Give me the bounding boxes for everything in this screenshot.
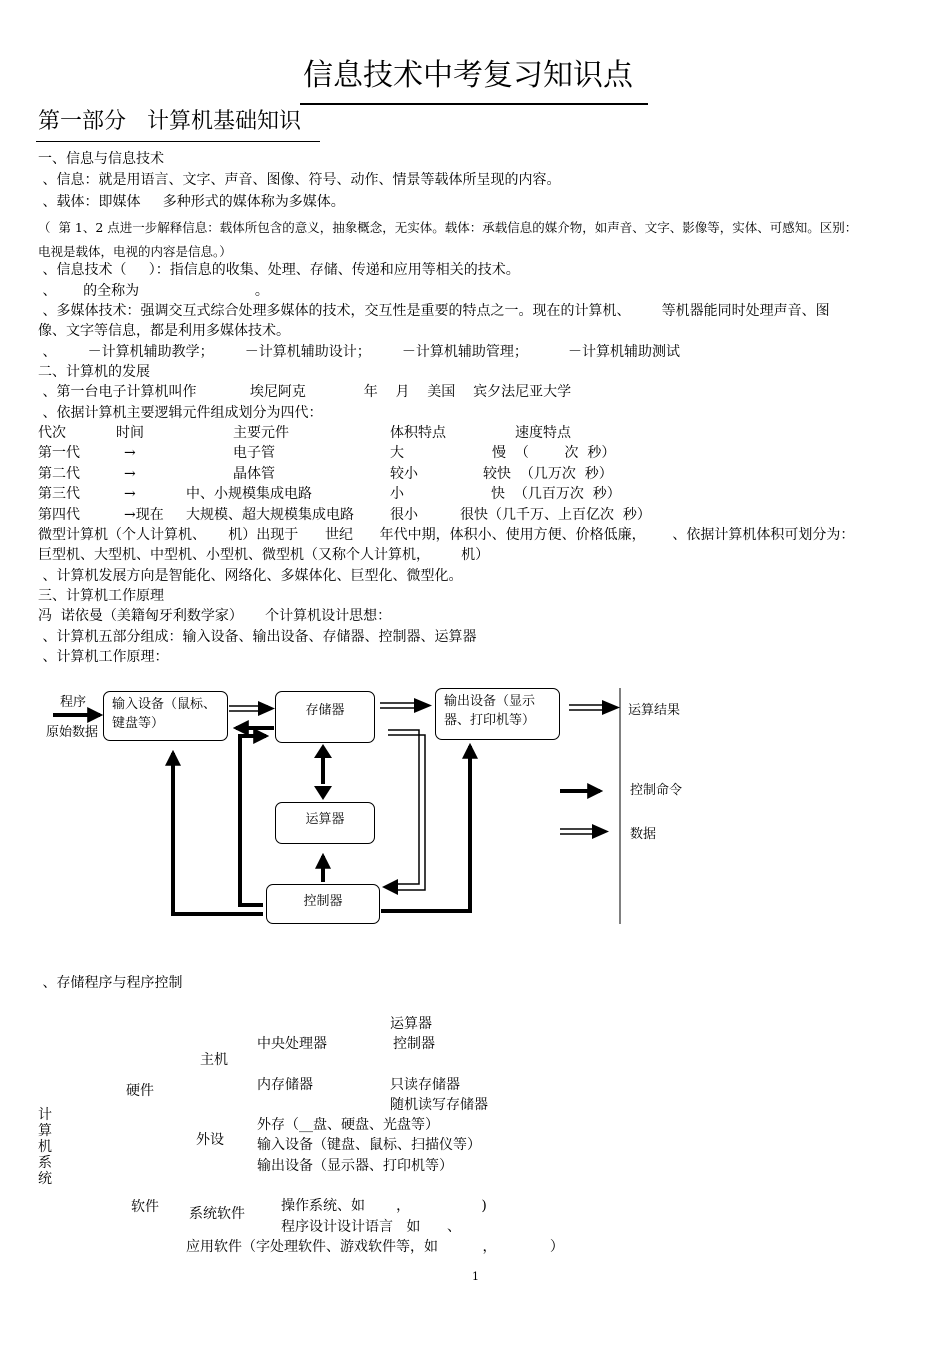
table-row-gen2-name: 第二代 xyxy=(38,466,80,482)
table-row-gen4-size: 很小 xyxy=(390,507,418,523)
tree-root-4: 系 xyxy=(38,1155,52,1171)
table-row-gen1-time: → xyxy=(124,445,136,461)
sec3-line-1: 冯 诺依曼（美籍匈牙利数学家） 个计算机设计思想： xyxy=(38,608,392,624)
tree-cpu: 中央处理器 xyxy=(257,1036,327,1052)
sec3-line-3: 、计算机工作原理： xyxy=(38,649,169,665)
diagram-alu: 运算器 xyxy=(275,802,375,844)
tree-root-5: 统 xyxy=(38,1171,52,1187)
table-row-gen3-speed: 快 （几百万次 秒） xyxy=(491,486,621,502)
diagram-memory: 存储器 xyxy=(275,691,375,743)
diagram-label-result: 运算结果 xyxy=(628,703,681,718)
tree-os: 操作系统、如 ， ) xyxy=(281,1198,487,1214)
arrow-memory-alu-up xyxy=(314,744,332,758)
legend-label-data: 数据 xyxy=(630,827,657,842)
table-row-gen3-size: 小 xyxy=(390,486,404,502)
diagram-label-program: 程序 xyxy=(60,695,87,710)
table-row-gen4-time: →现在 xyxy=(124,507,164,523)
table-row-gen2-component: 晶体管 xyxy=(233,466,275,482)
page-number: 1 xyxy=(472,1270,479,1283)
tree-host: 主机 xyxy=(200,1052,228,1068)
table-row-gen1-component: 电子管 xyxy=(233,445,275,461)
tree-root-1: 计 xyxy=(38,1107,52,1123)
table-row-gen4-speed: 很快（几千万、上百亿次 秒） xyxy=(460,507,651,523)
sec1-line-4: 、 的全称为 。 xyxy=(38,283,269,299)
tree-peripheral: 外设 xyxy=(196,1132,224,1148)
tree-internal-mem: 内存储器 xyxy=(257,1077,313,1093)
sec2-heading: 二、计算机的发展 xyxy=(38,364,150,380)
table-row-gen2-size: 较小 xyxy=(390,466,418,482)
arrow-controller-memory xyxy=(240,736,266,905)
table-row-gen1-speed: 慢 （ 次 秒） xyxy=(492,445,616,461)
tree-sys-software: 系统软件 xyxy=(189,1206,245,1222)
tree-ext-storage: 外存（__盘、硬盘、光盘等） xyxy=(257,1117,439,1133)
sec1-line-2: 、载体：即媒体 多种形式的媒体称为多媒体。 xyxy=(38,194,345,210)
sec2-line-2: 、依据计算机主要逻辑元件组成划分为四代： xyxy=(38,405,323,421)
table-header-size: 体积特点 xyxy=(390,425,446,441)
sec4-heading: 、存储程序与程序控制 xyxy=(38,975,183,991)
tree-hardware: 硬件 xyxy=(126,1083,154,1099)
table-row-gen3-component: 中、小规模集成电路 xyxy=(186,486,312,502)
legend-data-arrow-head xyxy=(592,824,609,839)
diagram-controller: 控制器 xyxy=(266,884,380,924)
table-row-gen1-name: 第一代 xyxy=(38,445,80,461)
sec2-line-4: 巨型机、大型机、中型机、小型机、微型机（又称个人计算机， 机） xyxy=(38,547,490,563)
arrow-input-memory-head xyxy=(258,701,275,716)
sec3-heading: 三、计算机工作原理 xyxy=(38,588,164,604)
sec3-line-2: 、计算机五部分组成：输入设备、输出设备、存储器、控制器、运算器 xyxy=(38,629,477,645)
table-row-gen4-component: 大规模、超大规模集成电路 xyxy=(186,507,354,523)
sec2-line-3: 微型计算机（个人计算机、 机）出现于 世纪 年代中期，体积小、使用方便、价格低廉， 、依据计算机体积可划分为： xyxy=(38,527,855,543)
diagram-label-raw-data: 原始数据 xyxy=(46,725,99,740)
tree-rom: 只读存储器 xyxy=(390,1077,460,1093)
table-header-speed: 速度特点 xyxy=(515,425,571,441)
table-row-gen2-speed: 较快 （几万次 秒） xyxy=(483,466,613,482)
table-header-gen: 代次 xyxy=(38,425,66,441)
tree-root-2: 算 xyxy=(38,1123,52,1139)
legend-label-control: 控制命令 xyxy=(630,783,683,798)
table-row-gen1-size: 大 xyxy=(390,445,404,461)
sec1-line-3: 、信息技术（ ）：指信息的收集、处理、存储、传递和应用等相关的技术。 xyxy=(38,262,520,278)
arrow-memory-controller-a xyxy=(388,730,419,884)
tree-ram: 随机读写存储器 xyxy=(390,1097,488,1113)
tree-app-software: 应用软件（字处理软件、游戏软件等，如 ， ） xyxy=(186,1239,564,1255)
tree-prog-lang: 程序设计设计语言 如 、 xyxy=(281,1219,462,1235)
tree-alu: 运算器 xyxy=(390,1016,432,1032)
sec1-line-7: 、 －计算机辅助教学； －计算机辅助设计； －计算机辅助管理； －计算机辅助测试 xyxy=(38,344,680,360)
table-header-time: 时间 xyxy=(116,425,144,441)
sec1-note-a: （ 第 1、2 点进一步解释信息：载体所包含的意义，抽象概念，无实体。载体：承载信息的媒介物，如声音、文字、影像等，实体、可感知。区别： xyxy=(38,220,858,235)
arrow-memory-alu-down xyxy=(314,786,332,800)
table-row-gen4-name: 第四代 xyxy=(38,507,80,523)
part-heading: 第一部分 计算机基础知识 xyxy=(38,109,301,134)
sec1-line-6: 像、文字等信息，都是利用多媒体技术。 xyxy=(38,323,290,339)
arrow-controller-input xyxy=(173,753,263,914)
sec1-heading: 一、信息与信息技术 xyxy=(38,151,164,167)
tree-input-dev: 输入设备（键盘、鼠标、扫描仪等） xyxy=(257,1137,481,1153)
tree-output-dev: 输出设备（显示器、打印机等） xyxy=(257,1158,453,1174)
table-row-gen2-time: → xyxy=(124,466,136,482)
diagram-input-device: 输入设备（鼠标、 键盘等） xyxy=(103,691,228,741)
table-header-component: 主要元件 xyxy=(233,425,289,441)
doc-title: 信息技术中考复习知识点 xyxy=(303,58,633,93)
sec1-line-1: 、信息：就是用语言、文字、声音、图像、符号、动作、情景等载体所呈现的内容。 xyxy=(38,172,561,188)
tree-root-3: 机 xyxy=(38,1139,52,1155)
diagram-output-device: 输出设备（显示 器、打印机等） xyxy=(435,688,560,740)
sec1-note-b: 电视是载体，电视的内容是信息。） xyxy=(38,244,232,259)
tree-software: 软件 xyxy=(131,1199,159,1215)
tree-ctrl: 控制器 xyxy=(393,1036,435,1052)
table-row-gen3-name: 第三代 xyxy=(38,486,80,502)
table-row-gen3-time: → xyxy=(124,486,136,502)
sec2-line-1: 、第一台电子计算机叫作 埃尼阿克 年 月 美国 宾夕法尼亚大学 xyxy=(38,384,572,400)
arrow-output-result-head xyxy=(602,700,620,715)
sec2-line-5: 、计算机发展方向是智能化、网络化、多媒体化、巨型化、微型化。 xyxy=(38,568,463,584)
arrow-memory-output-head xyxy=(414,698,432,713)
arrow-memory-controller-head xyxy=(382,879,398,895)
sec1-line-5: 、多媒体技术：强调交互式综合处理多媒体的技术，交互性是重要的特点之一。现在的计算机、 等机器能同时处理声音、图 xyxy=(38,303,830,319)
